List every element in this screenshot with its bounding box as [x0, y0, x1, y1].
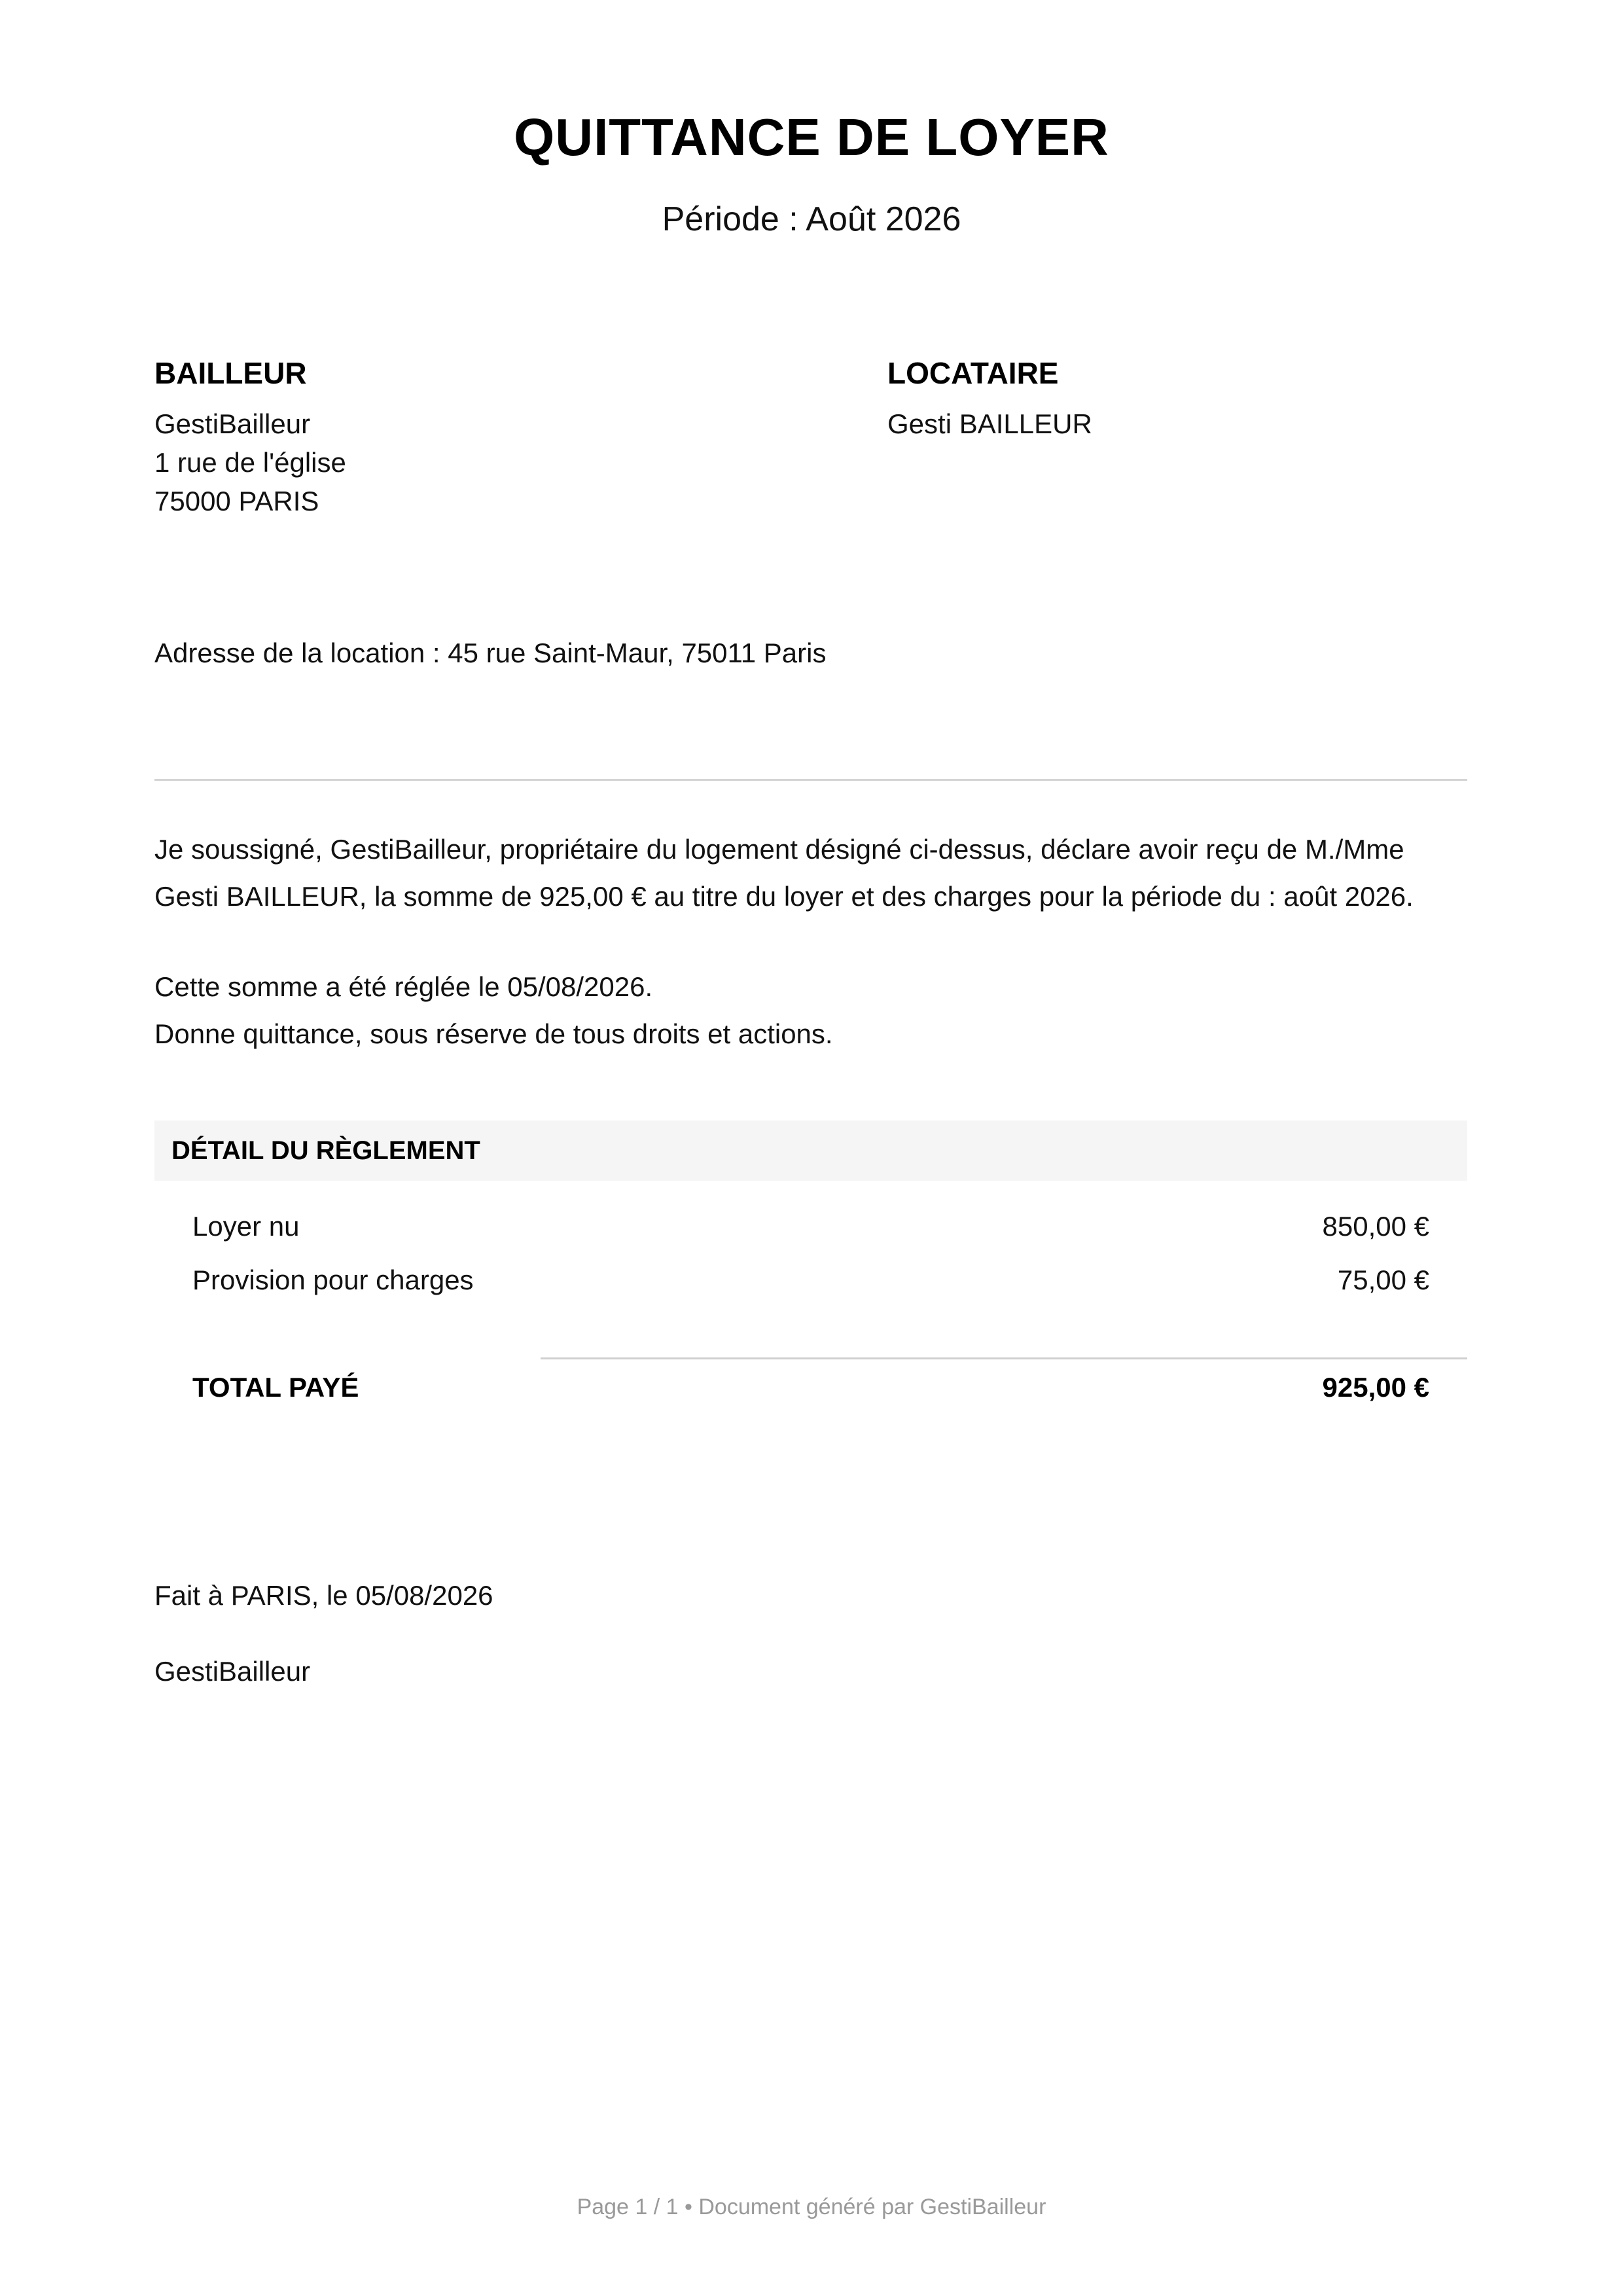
detail-heading: DÉTAIL DU RÈGLEMENT [171, 1136, 480, 1165]
tenant-block [887, 353, 1092, 443]
document-period: Période : Août 2026 [662, 200, 961, 238]
payment-statement [154, 963, 1470, 1058]
receipt-line: Donne quittance, sous réserve de tous droits et actions. [154, 1018, 833, 1049]
detail-row-amount: 850,00 € [1322, 1211, 1429, 1242]
landlord-name: GestiBailleur [154, 408, 311, 439]
detail-row-label: Loyer nu [192, 1211, 300, 1242]
landlord-block [154, 353, 346, 520]
payment-date-line: Cette somme a été réglée le 05/08/2026. [154, 971, 653, 1002]
landlord-city: 75000 PARIS [154, 486, 319, 516]
total-divider [541, 1357, 1467, 1359]
page-footer: Page 1 / 1 • Document généré par GestiBailleur [577, 2195, 1046, 2219]
detail-row-label: Provision pour charges [192, 1265, 474, 1295]
landlord-street: 1 rue de l'église [154, 447, 346, 478]
signature-name: GestiBailleur [154, 1656, 311, 1687]
declaration-text: Je soussigné, GestiBailleur, propriétaire du logement désigné ci-dessus, déclare avoir reçu de M./Mme Gesti BAILLEUR, la somme de 925,00 € au titre du loyer et des charges pour la période du : août 2026. [154, 834, 1414, 912]
place-date: Fait à PARIS, le 05/08/2026 [154, 1580, 493, 1611]
rental-address: Adresse de la location : 45 rue Saint-Maur, 75011 Paris [154, 637, 827, 668]
detail-row-amount: 75,00 € [1337, 1265, 1429, 1295]
tenant-heading: LOCATAIRE [887, 356, 1059, 390]
total-label: TOTAL PAYÉ [192, 1372, 359, 1403]
tenant-name: Gesti BAILLEUR [887, 408, 1092, 439]
landlord-heading: BAILLEUR [154, 356, 307, 390]
detail-header [154, 1121, 1467, 1181]
document-title: QUITTANCE DE LOYER [514, 108, 1109, 166]
total-amount: 925,00 € [1322, 1372, 1429, 1403]
section-divider [154, 779, 1467, 781]
